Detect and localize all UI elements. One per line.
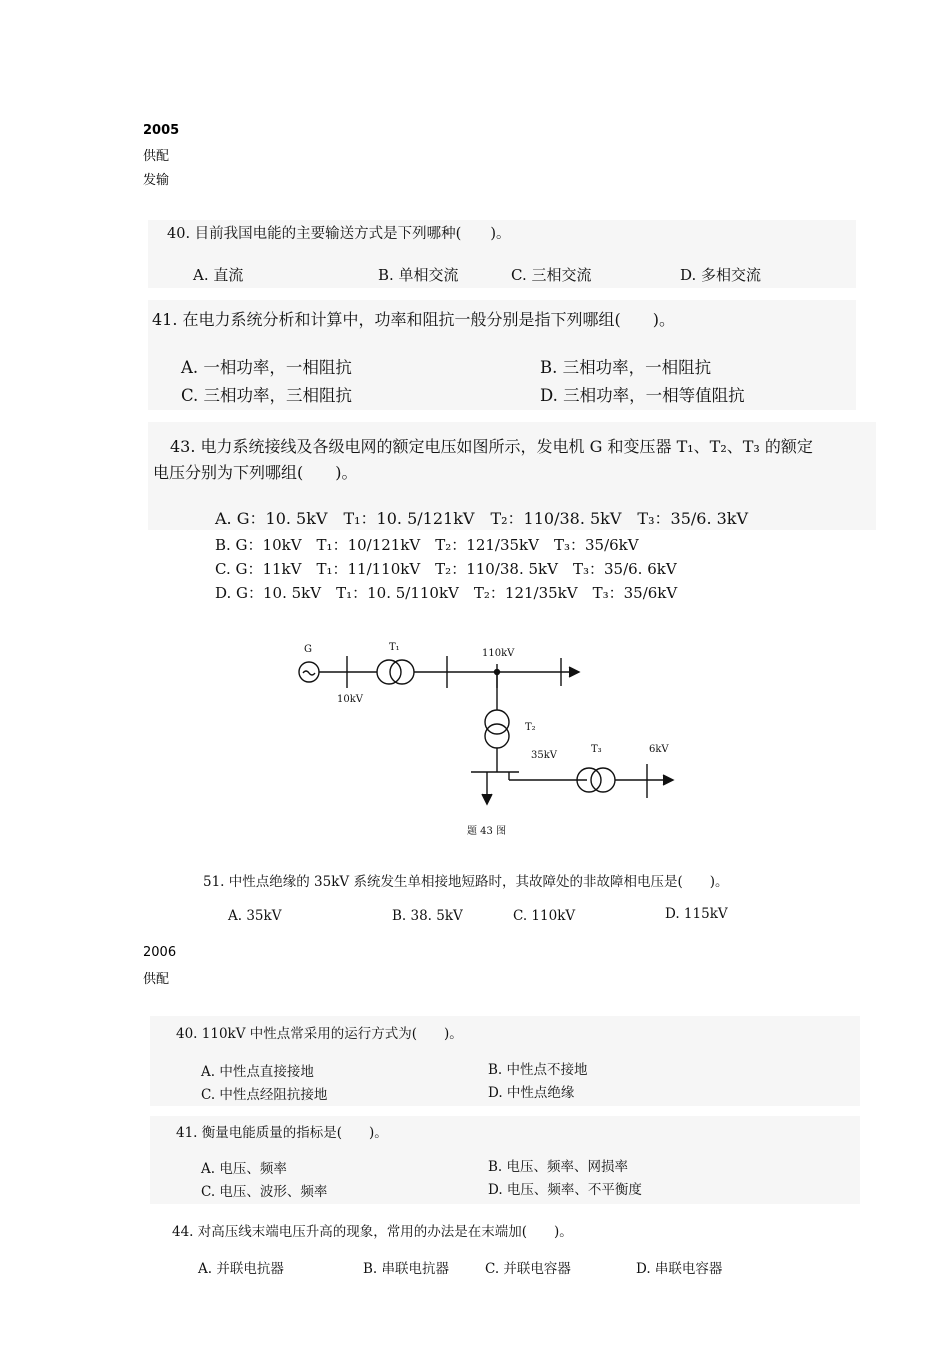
section-year-2006: 2006 <box>143 945 177 960</box>
question-43-option-a: A. G：10. 5kV T₁：10. 5/121kV T₂：110/38. 5kV T₃：35/6. 3kV <box>215 509 749 528</box>
question-44-option-d: D. 串联电容器 <box>636 1261 723 1277</box>
question-44-option-a: A. 并联电抗器 <box>198 1261 284 1277</box>
section-sub-fashu-2005: 发输 <box>143 173 170 188</box>
q43-circuit-diagram <box>285 636 705 846</box>
question-51-option-a: A. 35kV <box>228 908 282 924</box>
question-51-option-d: D. 115kV <box>665 906 728 922</box>
question-40b-stem: 40. 110kV 中性点常采用的运行方式为( )。 <box>176 1026 463 1042</box>
question-43-option-d: D. G：10. 5kV T₁：10. 5/110kV T₂：121/35kV T₃：35/6kV <box>215 584 678 602</box>
question-40-option-a: A. 直流 <box>193 266 244 284</box>
question-44-option-b: B. 串联电抗器 <box>363 1261 450 1277</box>
question-41b-option-a: A. 电压、频率 <box>201 1161 287 1177</box>
question-51-option-c: C. 110kV <box>513 908 576 924</box>
label-g: G <box>304 644 312 655</box>
question-40-option-b: B. 单相交流 <box>378 266 459 284</box>
label-6kv: 6kV <box>649 744 669 755</box>
label-10kv: 10kV <box>337 694 364 705</box>
question-41b-option-b: B. 电压、频率、网损率 <box>488 1159 629 1175</box>
transformer-t1-symbol-left <box>377 660 401 684</box>
question-43-stem-line2: 电压分别为下列哪组( )。 <box>153 463 358 482</box>
label-t3: T₃ <box>591 744 602 755</box>
question-41-option-c: C. 三相功率，三相阻抗 <box>181 386 353 405</box>
label-110kv: 110kV <box>482 648 515 659</box>
label-t1: T₁ <box>389 642 400 653</box>
label-35kv: 35kV <box>531 750 558 761</box>
question-44-stem: 44. 对高压线末端电压升高的现象，常用的办法是在末端加( )。 <box>172 1224 573 1240</box>
section-year-2005: 2005 <box>143 123 180 138</box>
question-40b-option-d: D. 中性点绝缘 <box>488 1085 575 1101</box>
question-40b-option-a: A. 中性点直接接地 <box>201 1064 314 1080</box>
question-41b-option-d: D. 电压、频率、不平衡度 <box>488 1182 642 1198</box>
question-40-option-c: C. 三相交流 <box>511 266 592 284</box>
question-40b-option-b: B. 中性点不接地 <box>488 1062 588 1078</box>
question-51-stem: 51. 中性点绝缘的 35kV 系统发生单相接地短路时，其故障处的非故障相电压是( )。 <box>203 874 729 890</box>
section-sub-gongpei-2005: 供配 <box>143 149 170 164</box>
question-40-stem: 40. 目前我国电能的主要输送方式是下列哪种( )。 <box>167 226 511 242</box>
question-40-option-d: D. 多相交流 <box>680 266 762 284</box>
question-43-option-b: B. G：10kV T₁：10/121kV T₂：121/35kV T₃：35/6kV <box>215 536 639 554</box>
question-43-stem-line1: 43. 电力系统接线及各级电网的额定电压如图所示，发电机 G 和变压器 T₁、T₂、T₃ 的额定 <box>170 437 813 456</box>
question-41-option-d: D. 三相功率，一相等值阻抗 <box>540 386 745 405</box>
question-44-option-c: C. 并联电容器 <box>485 1261 571 1277</box>
question-41b-stem: 41. 衡量电能质量的指标是( )。 <box>176 1125 388 1141</box>
question-51-option-b: B. 38. 5kV <box>392 908 463 924</box>
question-43-option-c: C. G：11kV T₁：11/110kV T₂：110/38. 5kV T₃：35/6. 6kV <box>215 560 677 578</box>
question-41-stem: 41. 在电力系统分析和计算中，功率和阻抗一般分别是指下列哪组( )。 <box>152 310 676 329</box>
question-40b-option-c: C. 中性点经阻抗接地 <box>201 1087 328 1103</box>
transformer-t2-symbol-top <box>485 710 509 734</box>
question-41-option-b: B. 三相功率，一相阻抗 <box>540 358 712 377</box>
section-sub-gongpei-2006: 供配 <box>143 972 170 987</box>
figure-caption: 题 43 图 <box>467 826 507 837</box>
question-41-option-a: A. 一相功率，一相阻抗 <box>181 358 352 377</box>
label-t2: T₂ <box>525 722 536 733</box>
question-41b-option-c: C. 电压、波形、频率 <box>201 1184 328 1200</box>
